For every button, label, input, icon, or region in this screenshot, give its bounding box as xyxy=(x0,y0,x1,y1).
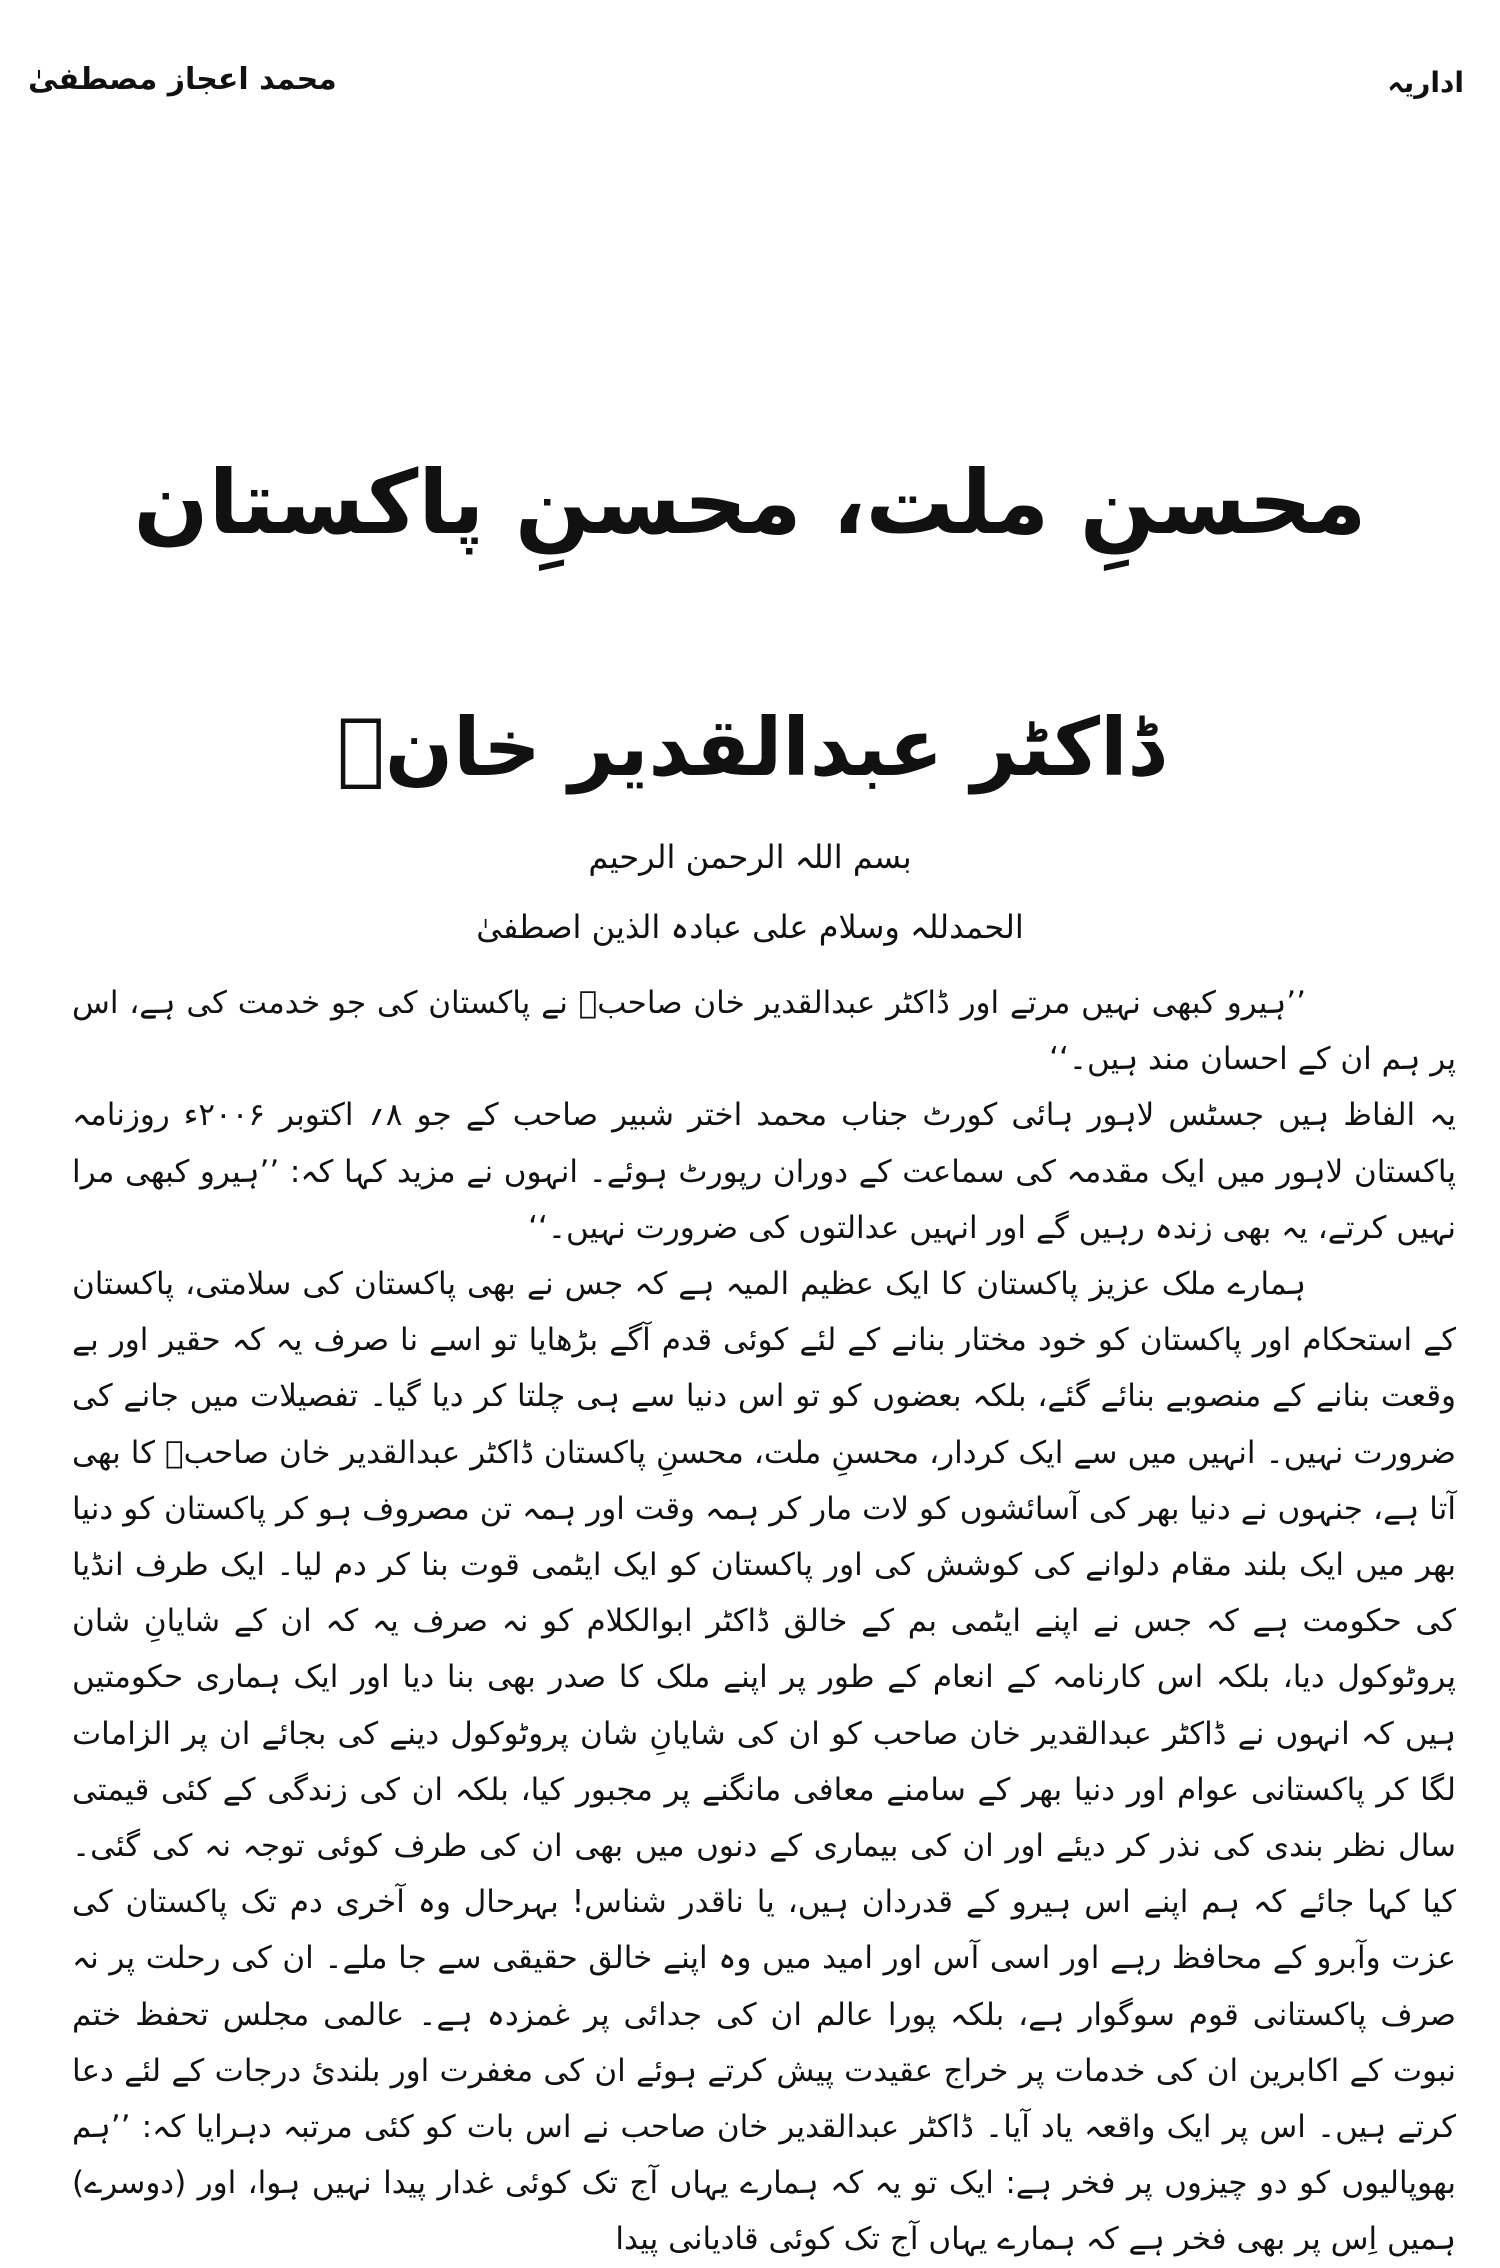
main-title-line-1: محسنِ ملت، محسنِ پاکستان xyxy=(133,451,1367,554)
paragraph-justice-words: یہ الفاظ ہیں جسٹس لاہور ہائی کورٹ جناب محمد اختر شبیر صاحب کے جو ۸؍ اکتوبر ۲۰۰۶ء روزنامہ پاکستان لاہور میں ایک مقدمہ کی سماعت کے دوران رپورٹ ہوئے۔ انہوں نے مزید کہا کہ: ’’ہیرو کبھی مرا نہیں کرتے، یہ بھی زندہ رہیں گے اور انہیں عدالتوں کی ضرورت نہیں۔‘‘ xyxy=(72,1097,1456,1246)
bismillah-line: بسم اللہ الرحمن الرحیم xyxy=(588,838,912,876)
author-name: محمد اعجاز مصطفیٰ xyxy=(28,62,337,97)
main-title-line-2: ڈاکٹر عبدالقدیر خانؒ xyxy=(336,701,1164,794)
section-label: اداریہ xyxy=(1387,66,1464,99)
paragraph-quote: ’’ہیرو کبھی نہیں مرتے اور ڈاکٹر عبدالقدیر خان صاحبؒ نے پاکستان کی جو خدمت کی ہے، اس پر ہم ان کے احسان مند ہیں۔‘‘ xyxy=(72,985,1456,1078)
article-body xyxy=(72,975,1456,2258)
paragraph-main: ہمارے ملک عزیز پاکستان کا ایک عظیم المیہ ہے کہ جس نے بھی پاکستان کی سلامتی، پاکستان کے استحکام اور پاکستان کو خود مختار بنانے کے لئے کوئی قدم آگے بڑھایا تو اسے نا صرف یہ کہ حقیر اور بے وقعت بنانے کے منصوبے بنائے گئے، بلکہ بعضوں کو تو اس دنیا سے ہی چلتا کر دیا گیا۔ تفصیلات میں جانے کی ضرورت نہیں۔ انہیں میں سے ایک کردار، محسنِ ملت، محسنِ پاکستان ڈاکٹر عبدالقدیر خان صاحبؒ کا بھی آتا ہے، جنہوں نے دنیا بھر کی آسائشوں کو لات مار کر ہمہ وقت اور ہمہ تن مصروف ہو کر پاکستان کو دنیا بھر میں ایک بلند مقام دلوانے کی کوشش کی اور پاکستان کو ایک ایٹمی قوت بنا کر دم لیا۔ ایک طرف انڈیا کی حکومت ہے کہ جس نے اپنے ایٹمی بم کے خالق ڈاکٹر ابوالکلام کو نہ صرف یہ کہ ان کے شایانِ شان پروٹوکول دیا، بلکہ اس کارنامہ کے انعام کے طور پر اپنے ملک کا صدر بھی بنا دیا اور ایک ہماری حکومتیں ہیں کہ انہوں نے ڈاکٹر عبدالقدیر خان صاحب کو ان کی شایانِ شان پروٹوکول دینے کی بجائے ان پر الزامات لگا کر پاکستانی عوام اور دنیا بھر کے سامنے معافی مانگنے پر مجبور کیا، بلکہ ان کی زندگی کے کئی قیمتی سال نظر بندی کی نذر کر دیئے اور ان کی بیماری کے دنوں میں بھی ان کی طرف کوئی توجہ نہ کی گئی۔ کیا کہا جائے کہ ہم اپنے اس ہیرو کے قدردان ہیں، یا ناقدر شناس! بہرحال وہ آخری دم تک پاکستان کی عزت وآبرو کے محافظ رہے اور اسی آس اور امید میں وہ اپنے خالق حقیقی سے جا ملے۔ ان کی رحلت پر نہ صرف پاکستانی قوم سوگوار ہے، بلکہ پورا عالم ان کی جدائی پر غمزدہ ہے۔ عالمی مجلس تحفظ ختم نبوت کے اکابرین ان کی خدمات پر خراج عقیدت پیش کرتے ہوئے ان کی مغفرت اور بلندیٔ درجات کے لئے دعا کرتے ہیں۔ اس پر ایک واقعہ یاد آیا۔ ڈاکٹر عبدالقدیر خان صاحب نے اس بات کو کئی مرتبہ دہرایا کہ: ’’ہم بھوپالیوں کو دو چیزوں پر فخر ہے: ایک تو یہ کہ ہمارے یہاں آج تک کوئی غدار پیدا نہیں ہوا، اور (دوسرے) ہمیں اِس پر بھی فخر ہے کہ ہمارے یہاں آج تک کوئی قادیانی پیدا xyxy=(72,1266,1456,2258)
hamd-line: الحمدللہ وسلام علی عبادہ الذین اصطفیٰ xyxy=(476,908,1024,946)
